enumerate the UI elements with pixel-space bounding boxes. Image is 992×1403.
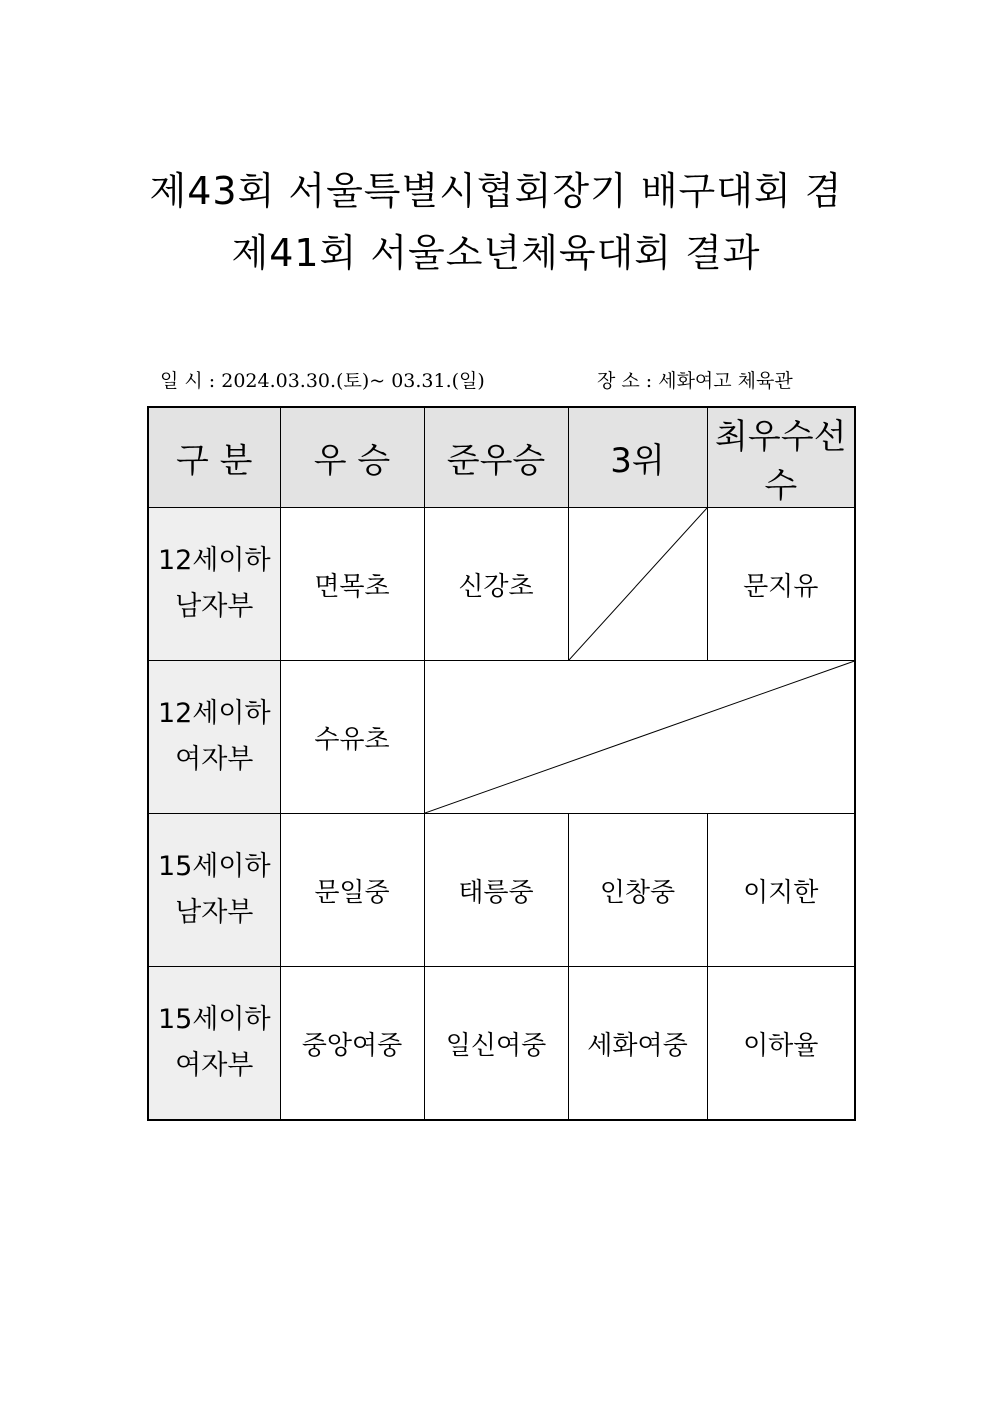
category-division: 남자부: [175, 591, 254, 622]
winner-cell: 면목초: [280, 508, 424, 661]
header-mvp: 최우수선수: [707, 407, 855, 508]
table-row: [148, 661, 855, 814]
category-division: 남자부: [175, 897, 254, 928]
mvp-cell: 문지유: [707, 508, 855, 661]
title-line-2: 제41회 서울소년체육대회 결과: [231, 231, 761, 275]
third-cell-empty: [568, 508, 707, 661]
category-division: 여자부: [175, 1050, 254, 1081]
table-row: [148, 967, 855, 1121]
runner-up-cell: 신강초: [424, 508, 568, 661]
category-age: 15세이하: [157, 851, 271, 882]
winner-cell: 수유초: [280, 661, 424, 814]
header-winner: 우 승: [280, 407, 424, 508]
mvp-cell: 이하율: [707, 967, 855, 1121]
runner-up-cell: 태릉중: [424, 814, 568, 967]
empty-diagonal-line: [569, 508, 707, 660]
category-cell: [148, 508, 280, 661]
event-date: 일 시 : 2024.03.30.(토)~ 03.31.(일): [160, 370, 485, 392]
table-row: [148, 508, 855, 661]
category-division: 여자부: [175, 744, 254, 775]
third-cell: 인창중: [568, 814, 707, 967]
empty-diagonal-line: [425, 661, 855, 813]
winner-cell: 문일중: [280, 814, 424, 967]
third-cell: 세화여중: [568, 967, 707, 1121]
table-row: [148, 814, 855, 967]
runner-up-cell: 일신여중: [424, 967, 568, 1121]
header-category: 구 분: [148, 407, 280, 508]
event-place: 장 소 : 세화여고 체육관: [597, 370, 793, 392]
header-runner-up: 준우승: [424, 407, 568, 508]
category-age: 12세이하: [157, 545, 271, 576]
title-line-1: 제43회 서울특별시협회장기 배구대회 겸: [149, 169, 843, 213]
mvp-cell: 이지한: [707, 814, 855, 967]
header-third: 3위: [568, 407, 707, 508]
merged-empty-cell: [424, 661, 855, 814]
category-cell: [148, 814, 280, 967]
table-header-row: [148, 407, 855, 508]
category-age: 12세이하: [157, 698, 271, 729]
winner-cell: 중앙여중: [280, 967, 424, 1121]
category-age: 15세이하: [157, 1004, 271, 1035]
category-cell: [148, 967, 280, 1121]
category-cell: [148, 661, 280, 814]
results-table: [147, 406, 856, 1121]
